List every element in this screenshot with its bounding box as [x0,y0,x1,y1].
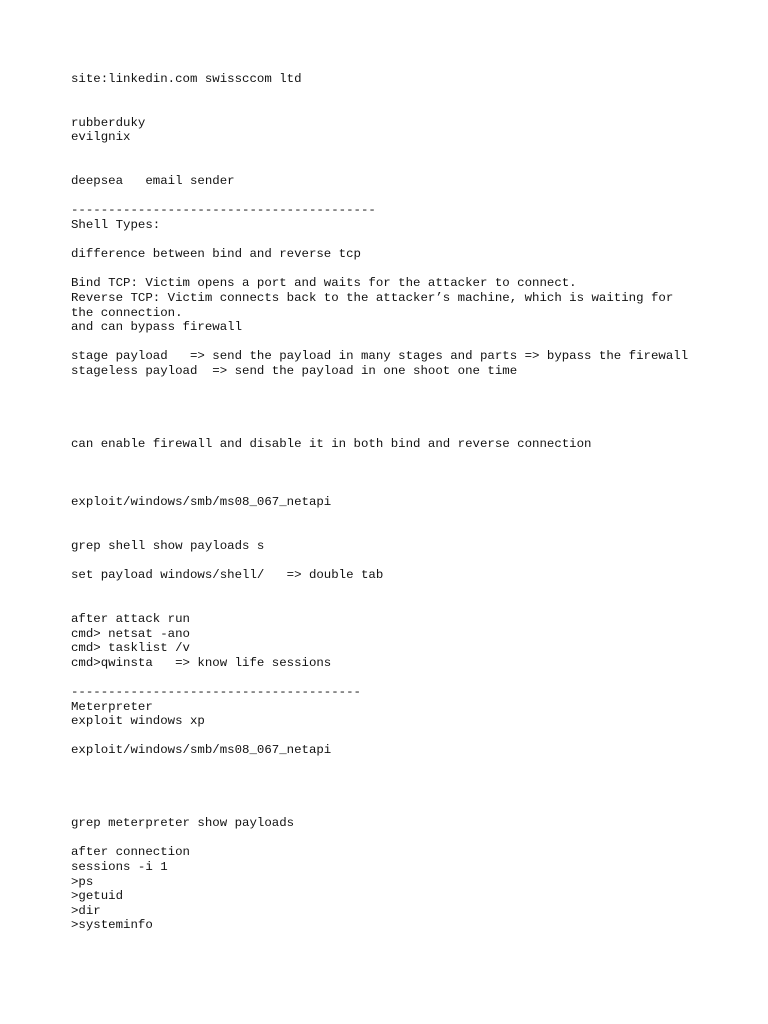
text-line: difference between bind and reverse tcp [71,247,361,262]
text-line [71,510,711,525]
text-line [71,597,711,612]
text-line [71,481,711,496]
text-line: set payload windows/shell/ => double tab [71,568,384,583]
text-line: Shell Types: [71,217,161,232]
text-line [71,787,711,802]
text-line [71,554,711,569]
text-line: exploit/windows/smb/ms08_067_netapi [71,495,332,510]
text-line [71,160,711,175]
text-line [71,335,711,350]
text-line: grep meterpreter show payloads [71,816,295,831]
text-line: stage payload => send the payload in many stages and parts => bypass the firewall [71,349,689,364]
notes-text [71,72,711,933]
text-line [71,831,711,846]
text-line [71,101,711,116]
text-line: evilgnix [71,130,131,145]
text-line: >dir [71,903,101,918]
text-line: after connection [71,845,190,860]
text-line: rubberduky [71,115,146,130]
text-line: Meterpreter [71,699,153,714]
text-line [71,466,711,481]
text-line: >getuid [71,889,124,904]
text-line: the connection. [71,305,183,320]
text-line: grep shell show payloads s [71,539,265,553]
text-line [71,393,711,408]
text-line [71,729,711,744]
text-line: Reverse TCP: Victim connects back to the attacker’s machine, which is waiting for [71,290,674,305]
text-line [71,233,711,248]
text-line [71,758,711,773]
text-line: can enable firewall and disable it in both bind and reverse connection [71,436,592,451]
text-line: cmd> tasklist /v [71,641,190,656]
text-line [71,189,711,204]
text-line: >ps [71,874,94,889]
text-line: Bind TCP: Victim opens a port and waits for the attacker to connect. [71,276,577,291]
text-line [71,408,711,423]
text-line [71,802,711,817]
text-line [71,145,711,160]
text-line [71,262,711,277]
text-line [71,87,711,102]
text-line: exploit windows xp [71,714,205,729]
text-line: deepsea email sender [71,174,235,189]
text-line: stageless payload => send the payload in one shoot one time [71,363,518,378]
text-line [71,422,711,437]
text-line: after attack run [71,611,190,626]
text-line: --------------------------------------- [71,684,361,699]
text-line [71,583,711,598]
text-line [71,451,711,466]
text-line: ----------------------------------------- [71,203,376,218]
text-line: and can bypass firewall [71,320,243,335]
text-line [71,378,711,393]
text-line [71,670,711,685]
text-line: exploit/windows/smb/ms08_067_netapi [71,743,332,758]
text-line: sessions -i 1 [71,860,168,875]
text-line: cmd>qwinsta => know life sessions [71,655,332,670]
text-line: cmd> netsat -ano [71,626,190,641]
text-line [71,773,711,788]
text-line: site:linkedin.com swissccom ltd [71,72,302,86]
text-line [71,524,711,539]
text-line: >systeminfo [71,918,153,933]
